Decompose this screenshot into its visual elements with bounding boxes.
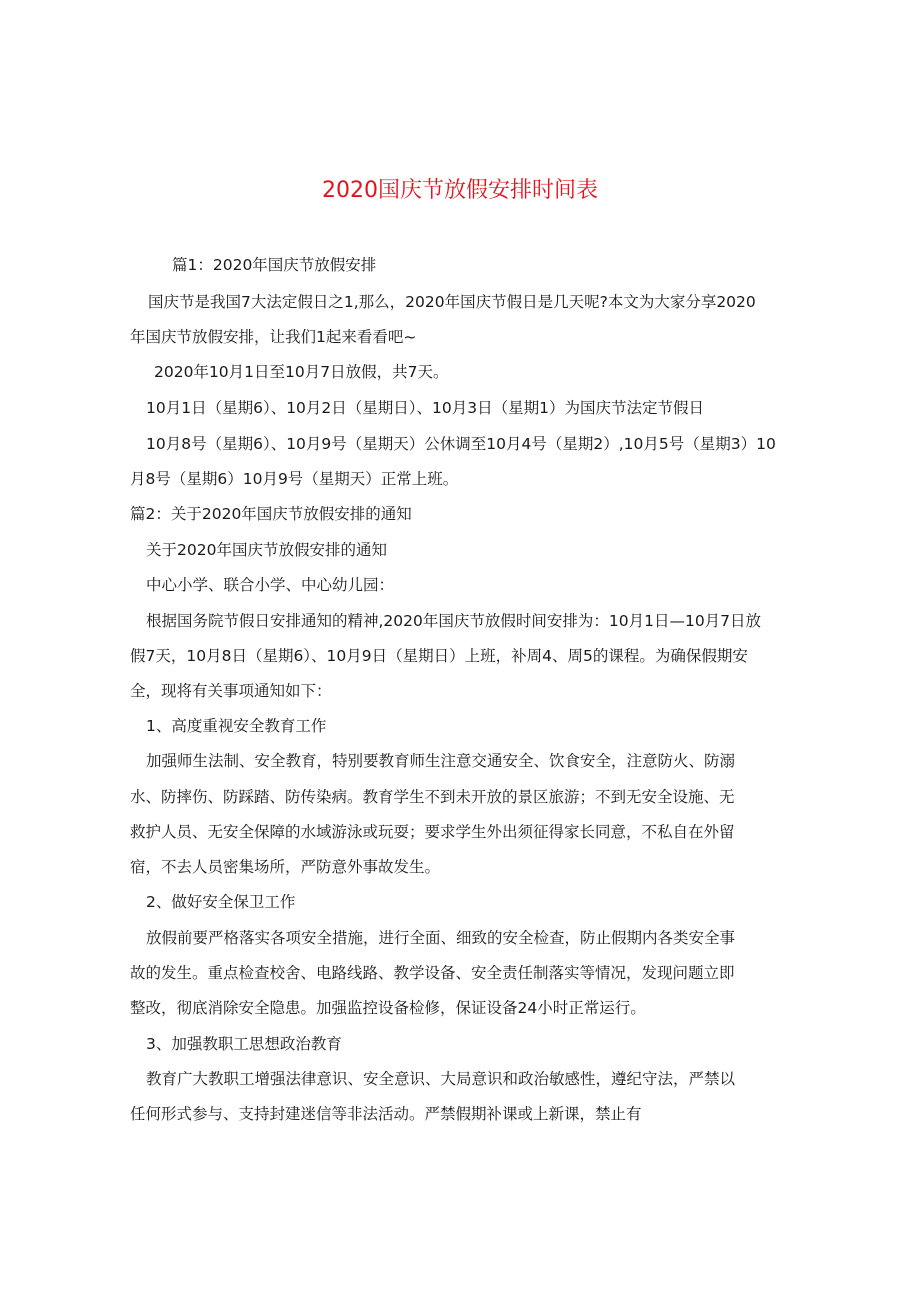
paragraph-line: 2020年10月1日至10月7日放假，共7天。 bbox=[154, 363, 449, 381]
subsection-heading: 2、做好安全保卫工作 bbox=[146, 893, 296, 911]
paragraph-line: 国庆节是我国7大法定假日之1,那么，2020年国庆节假日是几天呢?本文为大家分享2020 bbox=[148, 293, 756, 311]
paragraph-line: 任何形式参与、支持封建迷信等非法活动。严禁假期补课或上新课，禁止有 bbox=[130, 1105, 642, 1123]
paragraph-line: 根据国务院节假日安排通知的精神,2020年国庆节放假时间安排为：10月1日—10月7日放 bbox=[146, 612, 762, 630]
paragraph-line: 10月1日（星期6）、10月2日（星期日）、10月3日（星期1）为国庆节法定节假日 bbox=[146, 399, 704, 417]
subsection-heading: 1、高度重视安全教育工作 bbox=[146, 717, 327, 735]
paragraph-line: 放假前要严格落实各项安全措施，进行全面、细致的安全检查，防止假期内各类安全事 bbox=[146, 929, 736, 947]
paragraph-line: 加强师生法制、安全教育，特别要教育师生注意交通安全、饮食安全，注意防火、防溺 bbox=[146, 752, 736, 770]
paragraph-line: 10月8号（星期6）、10月9号（星期天）公休调至10月4号（星期2）,10月5号（星期3）10 bbox=[146, 435, 776, 453]
paragraph-line: 篇1：2020年国庆节放假安排 bbox=[172, 256, 377, 274]
paragraph-line: 年国庆节放假安排，让我们1起来看看吧~ bbox=[130, 328, 417, 346]
paragraph-line: 救护人员、无安全保障的水域游泳或玩耍；要求学生外出须征得家长同意，不私自在外留 bbox=[130, 823, 735, 841]
paragraph-line: 整改，彻底消除安全隐患。加强监控设备检修，保证设备24小时正常运行。 bbox=[130, 999, 646, 1017]
paragraph-line: 关于2020年国庆节放假安排的通知 bbox=[146, 541, 387, 559]
paragraph-line: 全，现将有关事项通知如下： bbox=[130, 682, 332, 700]
section-heading: 篇2：关于2020年国庆节放假安排的通知 bbox=[130, 505, 412, 523]
paragraph-line: 水、防摔伤、防踩踏、防传染病。教育学生不到未开放的景区旅游；不到无安全设施、无 bbox=[130, 788, 735, 806]
subsection-heading: 3、加强教职工思想政治教育 bbox=[146, 1035, 342, 1053]
paragraph-line: 中心小学、联合小学、中心幼儿园： bbox=[146, 576, 395, 594]
paragraph-line: 月8号（星期6）10月9号（星期天）正常上班。 bbox=[130, 470, 459, 488]
paragraph-line: 宿，不去人员密集场所，严防意外事故发生。 bbox=[130, 858, 441, 876]
paragraph-line: 教育广大教职工增强法律意识、安全意识、大局意识和政治敏感性，遵纪守法，严禁以 bbox=[146, 1070, 736, 1088]
document-title: 2020国庆节放假安排时间表 bbox=[322, 178, 598, 203]
paragraph-line: 故的发生。重点检查校舍、电路线路、教学设备、安全责任制落实等情况，发现问题立即 bbox=[130, 964, 735, 982]
paragraph-line: 假7天，10月8日（星期6）、10月9日（星期日）上班，补周4、周5的课程。为确保假期安 bbox=[130, 647, 748, 665]
